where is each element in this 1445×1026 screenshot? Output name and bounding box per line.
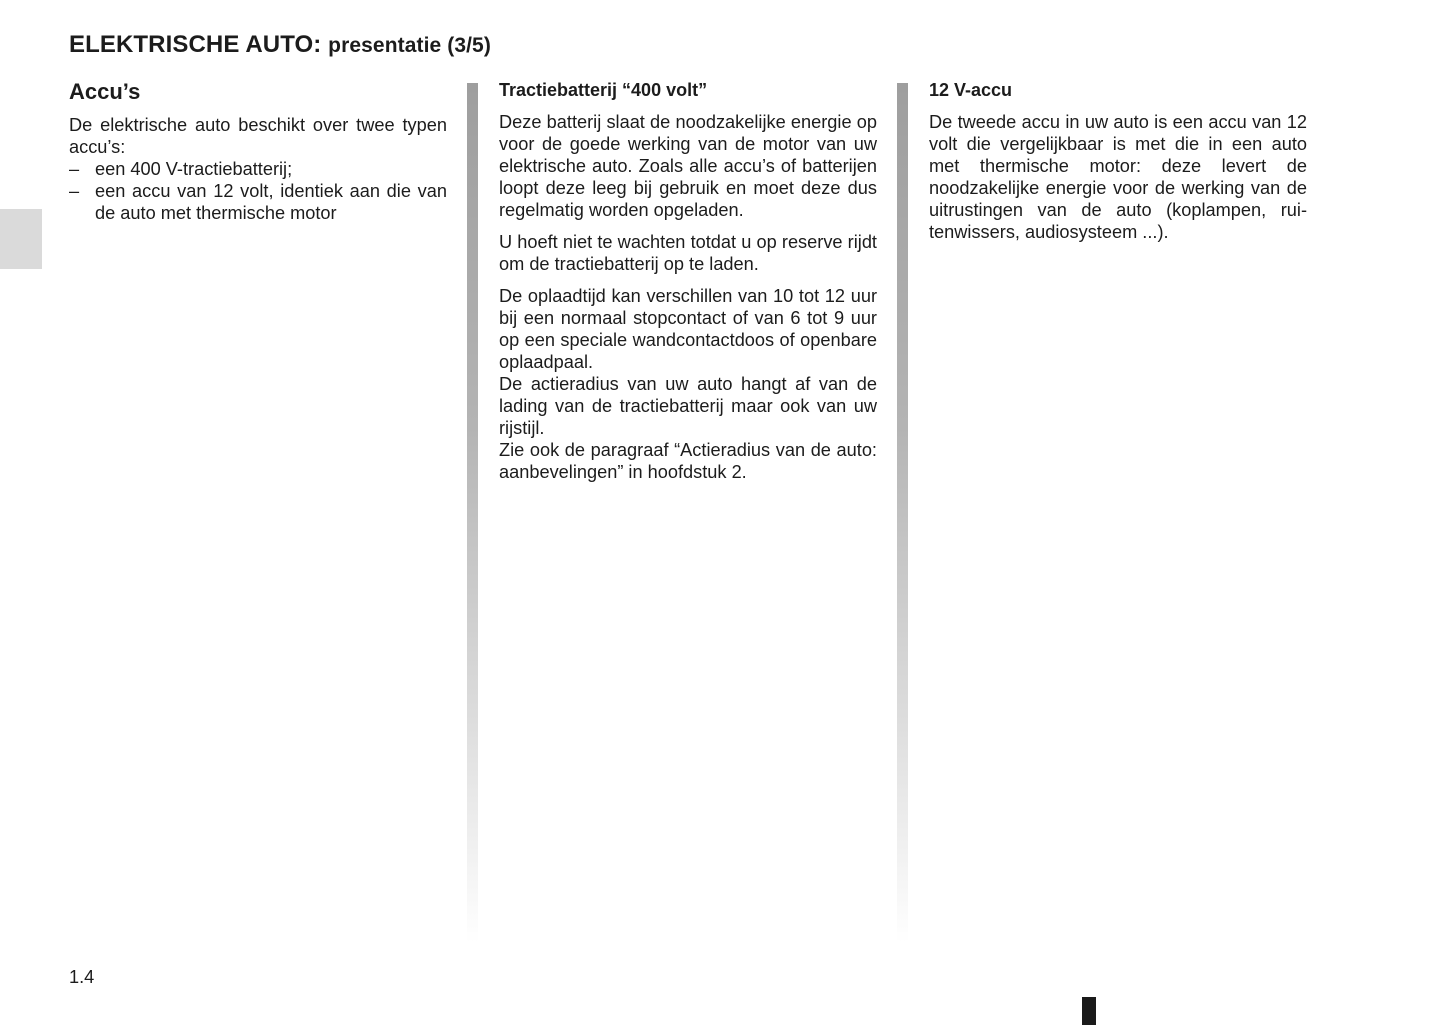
page-number: 1.4 [69,967,95,987]
column-12v-accu [929,79,1307,243]
list-item [69,180,447,224]
column-accus [69,79,447,224]
chapter-tab-marker [0,209,42,269]
column-divider-left [467,83,478,943]
section-heading-tractiebatterij: Tractiebatterij “400 volt” [499,80,708,100]
section-heading-12v-accu: 12 V-accu [929,80,1013,100]
end-of-section-marker [1082,997,1096,1025]
paragraph: De tweede accu in uw auto is een accu van 12 volt die vergelijkbaar is met die in een auto met thermische motor: deze levert de noodzakelijke energie voor de werking van de uitrustingen van de auto (koplampen, ruitenwissers, audiosysteem ...). [929,112,1307,242]
paragraph-charging [499,285,877,483]
list-item-text: een 400 V-tractiebatterij; [95,159,293,179]
list-item [69,158,447,180]
paragraph-line: De oplaadtijd kan verschillen van 10 tot 12 uur bij een normaal stopcontact of van 6 tot 9 uur op een speciale wandcontactdoos of openbare oplaadpaal. [499,286,877,372]
column-divider-right [897,83,908,943]
paragraph-line: Zie ook de paragraaf “Actieradius van de auto: aanbevelingen” in hoofdstuk 2. [499,440,877,482]
intro-paragraph: De elektrische auto beschikt over twee typen accu’s: [69,115,447,157]
section-heading-accus: Accu’s [69,79,141,104]
dash-bullet: – [69,181,80,201]
page-title-main: ELEKTRISCHE AUTO: [69,31,322,58]
list-item-text: een accu van 12 volt, identiek aan die van de auto met thermische motor [95,181,447,223]
paragraph: U hoeft niet te wachten totdat u op reserve rijdt om de tractiebatterij op te laden. [499,232,877,274]
page-title [69,31,491,59]
paragraph-line: De actieradius van uw auto hangt af van de lading van de tractiebatterij maar ook van uw rijstijl. [499,374,877,438]
dash-bullet: – [69,159,80,179]
column-tractiebatterij [499,79,877,483]
page-title-sub: presentatie (3/5) [328,34,491,57]
battery-type-list [69,158,447,224]
paragraph: Deze batterij slaat de noodzakelijke energie op voor de goede werking van de motor van uw elektrische auto. Zoals alle accu’s of batterijen loopt deze leeg bij gebruik en moet deze dus regelmatig worden opgeladen. [499,112,877,220]
